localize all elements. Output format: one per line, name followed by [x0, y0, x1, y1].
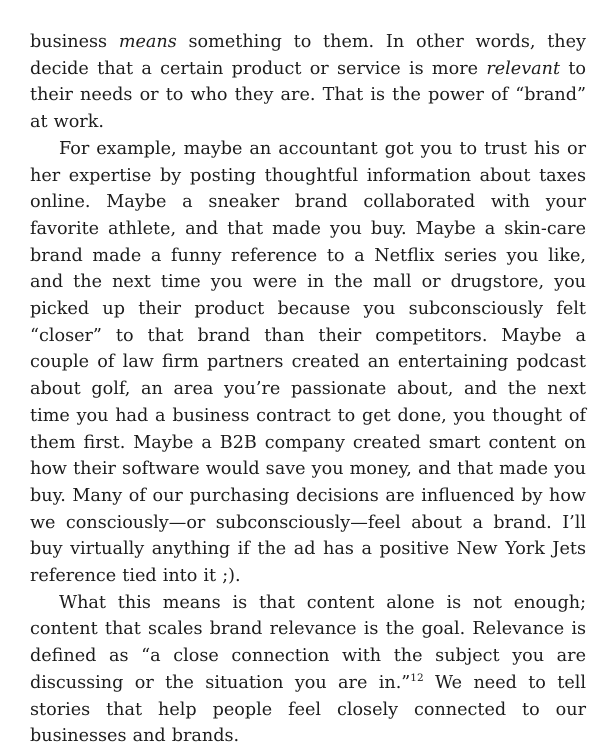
paragraph-relevance — [30, 590, 586, 750]
footnote-reference[interactable]: 12 — [410, 671, 424, 684]
book-page — [30, 29, 586, 750]
emphasis-means: means — [118, 32, 177, 52]
text-run: For example, maybe an accountant got you to trust his or her expertise by posting thoughtful information about taxes online. Maybe a sneaker brand collaborated with your favorite athlete, and that made you buy. Maybe a skin-care brand made a funny reference to a Netflix series you like, and the next time you were in the mall or drugstore, you picked up their product because you subconsciously felt “closer” to that brand than their competitors. Maybe a couple of law firm partners created an entertaining podcast about golf, an area you’re passionate about, and the next time you had a business contract to get done, you thought of them first. Maybe a B2B company created smart content on how their software would save you money, and that made you buy. Many of our purchasing decisions are influenced by how we consciously—or subconsciously—feel about a brand. I’ll buy virtually anything if the ad has a positive New York Jets reference tied into it ;). — [30, 138, 586, 587]
emphasis-relevant: relevant — [486, 58, 561, 79]
text-run: business — [30, 32, 119, 52]
paragraph-examples — [30, 136, 586, 590]
text-run: to their needs or to who they are. That is the power of “brand” at work. — [30, 58, 586, 133]
paragraph-continuation — [30, 29, 586, 136]
text-run: We need to tell stories that help people feel closely connected to our businesses and brands. — [30, 672, 586, 747]
text-run: What this means is that content alone is not enough; content that scales brand relevance is the goal. Relevance is defined as “a close connection with the subject you are discussing or the situation you are in.” — [30, 592, 586, 693]
text-run: something to them. In other words, they decide that a certain product or service is more — [30, 32, 586, 79]
